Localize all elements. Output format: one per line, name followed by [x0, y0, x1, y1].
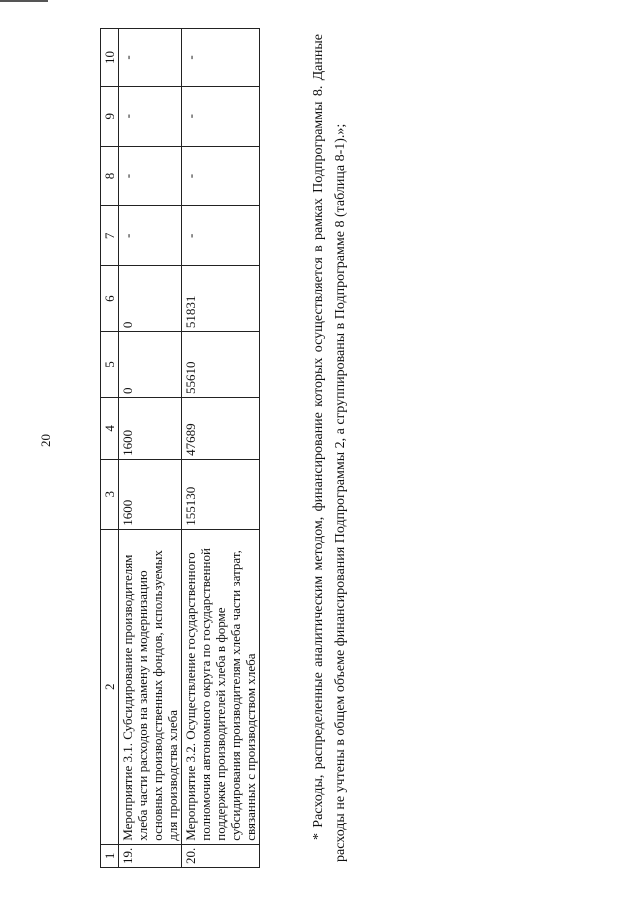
header-cell-8: 8	[101, 146, 119, 206]
cell-col-9: -	[182, 86, 260, 146]
header-cell-7: 7	[101, 206, 119, 266]
table-row	[119, 29, 182, 868]
header-cell-4: 4	[101, 397, 119, 459]
cell-col-4: 1600	[119, 397, 182, 459]
cell-col-10: -	[119, 29, 182, 87]
row-number: 19.	[119, 844, 182, 867]
footnote: * Расходы, распределенные аналитическим методом, финансирование которых осуществляется в рамках Подпрограммы 8. Данные расходы не учтены в общем объеме финансирования Подпрограммы 2, а сгруппированы в Подпрограмме 8 (таблица 8-1).»;	[311, 34, 348, 862]
header-row	[101, 29, 119, 868]
header-cell-6: 6	[101, 266, 119, 332]
cell-col-7: -	[182, 206, 260, 266]
cell-col-8: -	[119, 146, 182, 206]
row-number: 20.	[182, 844, 260, 867]
row-name: Мероприятие 3.2. Осуществление государственного полномочия автономного округа по государственной поддержке производителей хлеба в форме субсидирования производителям хлеба части затрат, связанных с производством хлеба	[182, 529, 260, 844]
header-cell-2: 2	[101, 529, 119, 844]
top-rule	[0, 0, 48, 2]
cell-col-5: 55610	[182, 332, 260, 398]
cell-col-3: 1600	[119, 459, 182, 529]
cell-col-7: -	[119, 206, 182, 266]
cell-col-10: -	[182, 29, 260, 87]
cell-col-9: -	[119, 86, 182, 146]
cell-col-3: 155130	[182, 459, 260, 529]
header-cell-1: 1	[101, 844, 119, 867]
page-number: 20	[38, 434, 53, 447]
row-name: Мероприятие 3.1. Субсидирование производителям хлеба части расходов на замену и модернизацию основных производственных фондов, используемых для производства хлеба	[119, 529, 182, 844]
cell-col-6: 51831	[182, 266, 260, 332]
cell-col-6: 0	[119, 266, 182, 332]
header-cell-9: 9	[101, 86, 119, 146]
cell-col-4: 47689	[182, 397, 260, 459]
header-cell-3: 3	[101, 459, 119, 529]
header-cell-5: 5	[101, 332, 119, 398]
header-cell-10: 10	[101, 29, 119, 87]
cell-col-5: 0	[119, 332, 182, 398]
cell-col-8: -	[182, 146, 260, 206]
table-row	[182, 29, 260, 868]
funding-table	[100, 28, 260, 868]
rotated-content	[100, 28, 490, 868]
